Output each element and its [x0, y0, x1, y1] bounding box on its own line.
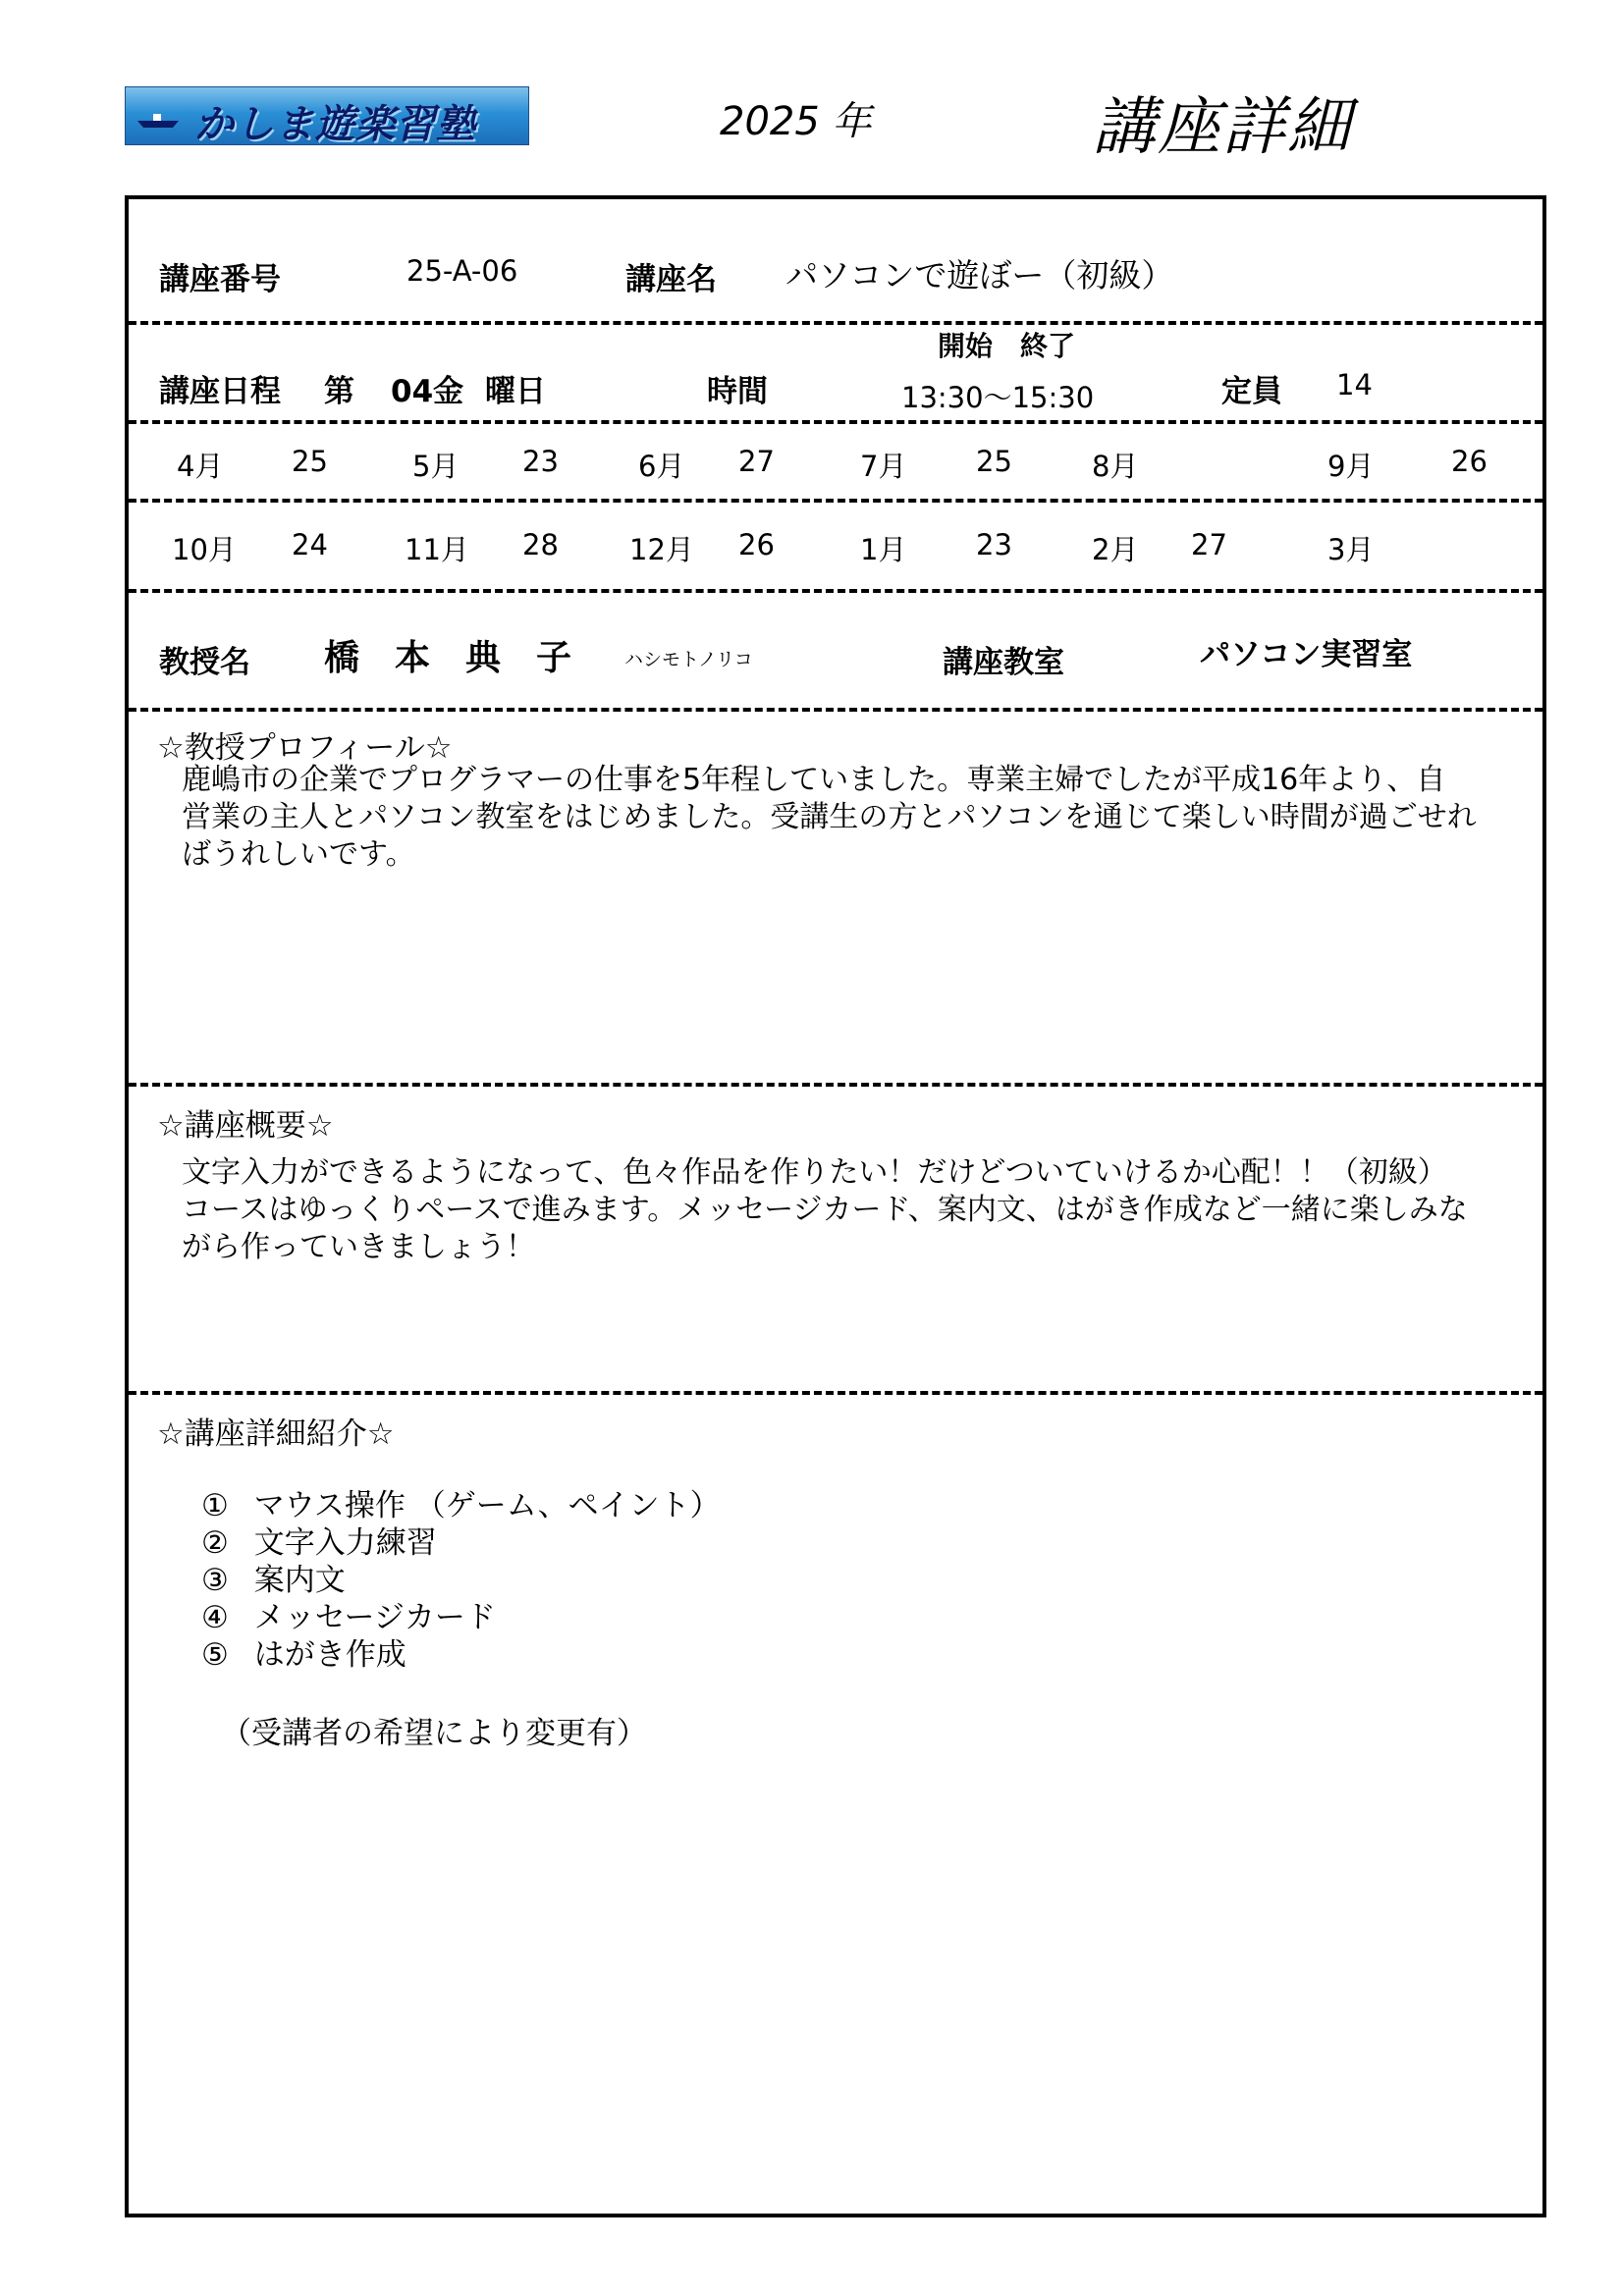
capacity-value: 14 [1336, 368, 1373, 401]
schedule-week-label: 第 [324, 374, 354, 409]
overview-text [182, 1154, 1537, 1266]
month-label: 1月 [860, 533, 907, 566]
month-day: 26 [738, 528, 775, 561]
month-day: 26 [1451, 445, 1488, 478]
month-label: 2月 [1092, 533, 1139, 566]
details-note: （受講者の希望により変更有） [221, 1716, 647, 1751]
course-name: パソコンで遊ぼー（初級） [785, 256, 1174, 294]
course-name-label: 講座名 [625, 262, 717, 297]
month-label: 12月 [629, 533, 694, 566]
divider [129, 1083, 1542, 1087]
item-text: 文字入力練習 [253, 1525, 437, 1561]
divider [129, 499, 1542, 503]
overview-heading: ☆講座概要☆ [157, 1108, 334, 1144]
divider [129, 1391, 1542, 1395]
month-day: 23 [522, 445, 559, 478]
month-day: 24 [292, 528, 328, 561]
start-end-label: 開始 終了 [938, 330, 1076, 362]
list-item [201, 1599, 721, 1636]
boat-icon [135, 111, 183, 129]
classroom-name: パソコン実習室 [1200, 637, 1413, 672]
item-text: 案内文 [253, 1563, 346, 1598]
overview-line: がら作っていきましょう！ [182, 1230, 535, 1264]
month-label: 10月 [172, 533, 237, 566]
month-day: 27 [1191, 528, 1227, 561]
month-label: 9月 [1327, 450, 1375, 483]
divider [129, 321, 1542, 325]
month-day: 28 [522, 528, 559, 561]
divider [129, 420, 1542, 424]
month-day: 27 [738, 445, 775, 478]
page-title: 講座詳細 [1093, 91, 1352, 164]
profile-heading: ☆教授プロフィール☆ [157, 730, 453, 766]
course-number: 25-A-06 [406, 254, 518, 288]
item-number: ③ [201, 1563, 229, 1598]
month-label: 3月 [1327, 533, 1375, 566]
item-number: ④ [201, 1600, 229, 1635]
item-number: ② [201, 1525, 229, 1561]
month-day: 23 [976, 528, 1012, 561]
logo-text: かしま遊楽習塾 [194, 102, 476, 145]
list-item [201, 1562, 721, 1599]
time-label: 時間 [707, 374, 768, 409]
overview-line: コースはゆっくりペースで進みます。メッセージカード、案内文、はがき作成など一緒に楽しみな [182, 1193, 1468, 1227]
overview-line: 文字入力ができるようになって、色々作品を作りたい！だけどついていけるか心配！！（初級） [182, 1155, 1447, 1190]
schedule-week-value: 04金 [391, 374, 464, 409]
capacity-label: 定員 [1221, 374, 1282, 409]
details-heading: ☆講座詳細紹介☆ [157, 1416, 395, 1452]
instructor-name: 橋 本 典 子 [324, 638, 572, 678]
item-text: はがき作成 [253, 1637, 406, 1673]
classroom-label: 講座教室 [943, 645, 1064, 680]
month-label: 4月 [177, 450, 224, 483]
month-label: 11月 [405, 533, 469, 566]
month-day: 25 [292, 445, 328, 478]
divider [129, 589, 1542, 593]
header-year: 2025 年 [720, 99, 872, 144]
school-logo [125, 86, 529, 145]
list-item [201, 1487, 721, 1524]
list-item [201, 1636, 721, 1674]
profile-line: ばうれしいです。 [182, 837, 415, 872]
item-number: ⑤ [201, 1637, 229, 1673]
item-text: マウス操作 （ゲーム、ペイント） [253, 1488, 721, 1523]
month-label: 5月 [412, 450, 460, 483]
profile-text [182, 762, 1537, 874]
schedule-label: 講座日程 [159, 374, 281, 409]
profile-line: 鹿嶋市の企業でプログラマーの仕事を5年程していました。専業主婦でしたが平成16年より、自 [182, 763, 1446, 797]
profile-line: 営業の主人とパソコン教室をはじめました。受講生の方とパソコンを通じて楽しい時間が過ごせれ [182, 800, 1477, 834]
item-number: ① [201, 1488, 229, 1523]
class-time: 13:30～15:30 [901, 381, 1095, 414]
details-list [201, 1487, 721, 1674]
course-number-label: 講座番号 [159, 262, 281, 297]
month-label: 8月 [1092, 450, 1139, 483]
month-label: 7月 [860, 450, 907, 483]
list-item [201, 1524, 721, 1562]
divider [129, 708, 1542, 712]
month-label: 6月 [638, 450, 685, 483]
instructor-kana: ハシモトノリコ [624, 649, 753, 670]
item-text: メッセージカード [253, 1600, 496, 1635]
schedule-weekday-label: 曜日 [485, 374, 546, 409]
instructor-label: 教授名 [159, 645, 250, 680]
month-day: 25 [976, 445, 1012, 478]
